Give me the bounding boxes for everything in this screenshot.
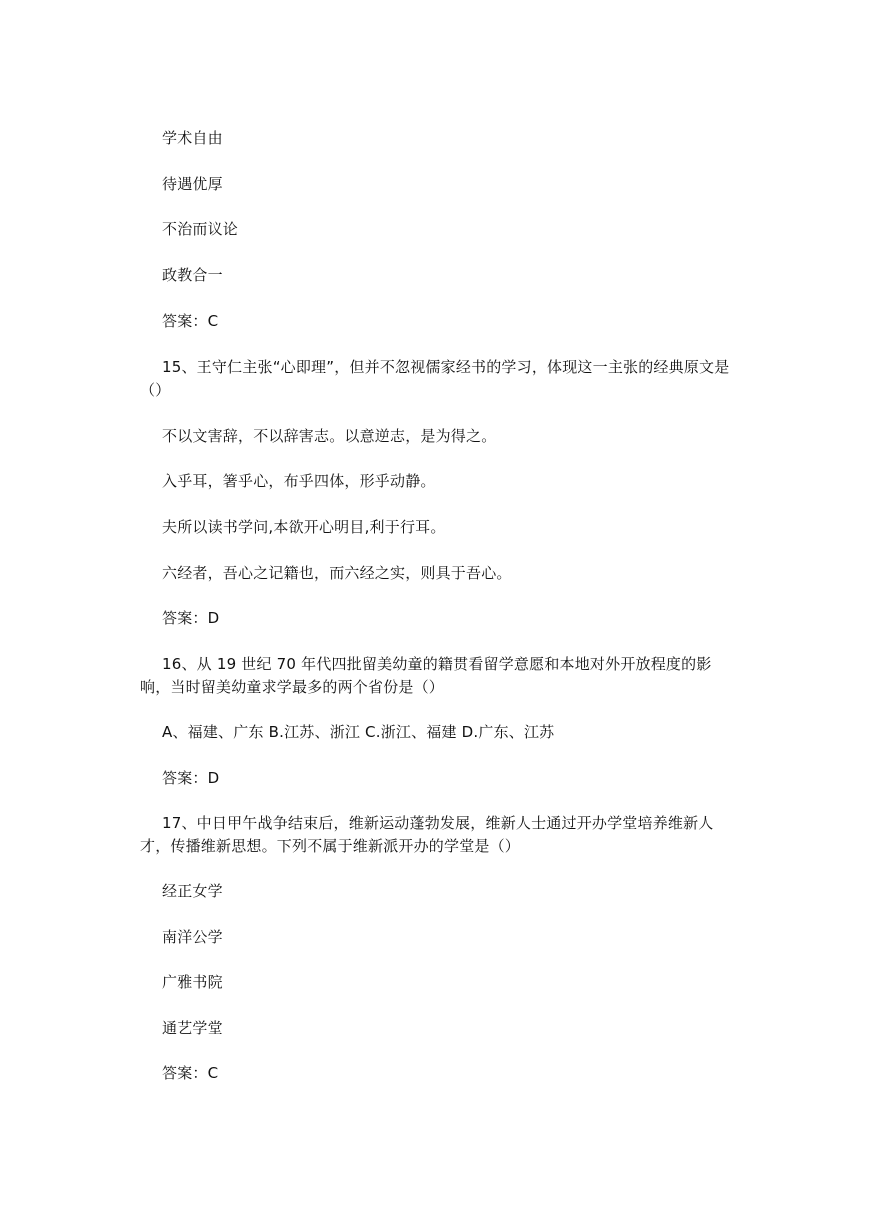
q15-option-1: 不以文害辞，不以辞害志。以意逆志，是为得之。 [162, 427, 497, 445]
q14-option-4: 政教合一 [162, 266, 223, 284]
q15-option-3: 夫所以读书学问,本欲开心明目,利于行耳。 [162, 518, 446, 536]
q14-answer: 答案：C [162, 312, 219, 330]
q14-option-2: 待遇优厚 [162, 175, 223, 193]
q15-stem: 15、王守仁主张“心即理”，但并不忽视儒家经书的学习，体现这一主张的经典原文是（） [140, 358, 730, 399]
q17-stem: 17、中日甲午战争结束后，维新运动蓬勃发展，维新人士通过开办学堂培养维新人才，传播维新思想。下列不属于维新派开办的学堂是（） [140, 814, 714, 855]
q17-option-2: 南洋公学 [162, 928, 223, 946]
q14-option-3: 不治而议论 [162, 220, 239, 238]
q14-option-1: 学术自由 [162, 129, 223, 147]
q17-option-1: 经正女学 [162, 882, 223, 900]
q15-option-2: 入乎耳，箸乎心，布乎四体，形乎动静。 [162, 472, 436, 490]
q17-option-4: 通艺学堂 [162, 1019, 223, 1037]
q17-option-3: 广雅书院 [162, 973, 223, 991]
q16-stem: 16、从 19 世纪 70 年代四批留美幼童的籍贯看留学意愿和本地对外开放程度的影响，当时留美幼童求学最多的两个省份是（） [140, 655, 712, 696]
q15-answer: 答案：D [162, 609, 220, 627]
q17-answer: 答案：C [162, 1064, 219, 1082]
q16-answer: 答案：D [162, 769, 220, 787]
q16-options: A、福建、广东 B.江苏、浙江 C.浙江、福建 D.广东、江苏 [162, 723, 555, 741]
q15-option-4: 六经者，吾心之记籍也，而六经之实，则具于吾心。 [162, 564, 512, 582]
